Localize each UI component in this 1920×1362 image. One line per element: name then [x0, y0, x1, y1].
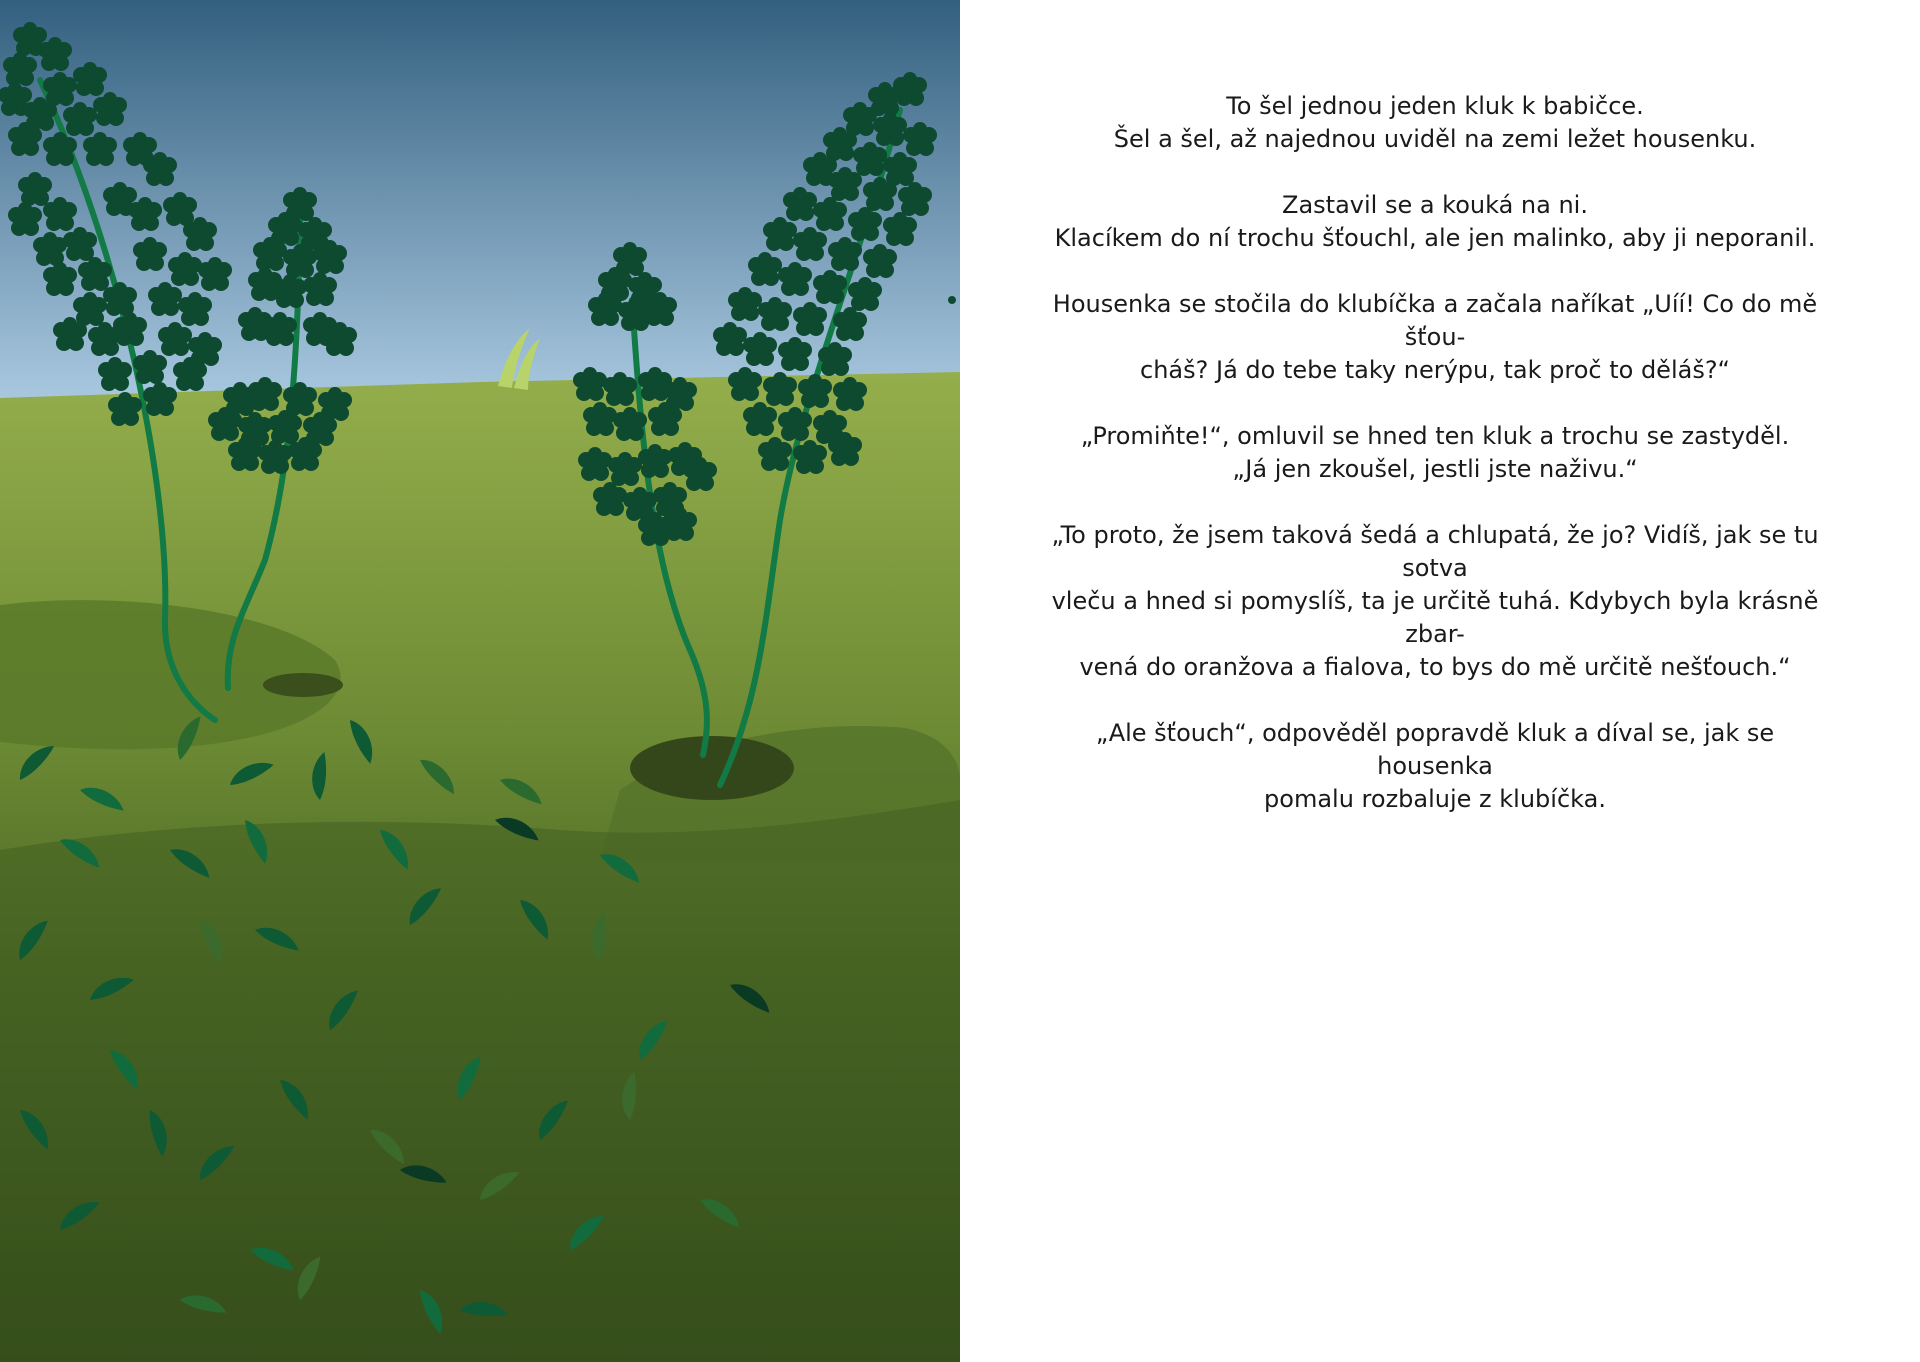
hole-left: [263, 673, 343, 697]
text-line: pomalu rozbaluje z klubíčka.: [1264, 785, 1606, 813]
paragraph-4: [1040, 420, 1830, 486]
hill-front: [0, 800, 960, 1362]
paragraph-5: [1040, 519, 1830, 684]
paragraph-3: [1040, 288, 1830, 387]
text-line: „Ale šťouch“, odpověděl popravdě kluk a díval se, jak se housenka: [1095, 719, 1775, 780]
text-line: vená do oranžova a fialova, to bys do mě určitě nešťouch.“: [1079, 653, 1791, 681]
paragraph-2: [1040, 189, 1830, 255]
story-text: [1040, 90, 1830, 849]
text-line: Šel a šel, až najednou uviděl na zemi ležet housenku.: [1113, 125, 1757, 153]
text-line: vleču a hned si pomyslíš, ta je určitě tuhá. Kdybych byla krásně zbar-: [1051, 587, 1819, 648]
text-line: To šel jednou jeden kluk k babičce.: [1226, 92, 1644, 120]
text-line: Klacíkem do ní trochu šťouchl, ale jen malinko, aby ji neporanil.: [1054, 224, 1816, 252]
text-line: Zastavil se a kouká na ni.: [1282, 191, 1588, 219]
text-line: „Promiňte!“, omluvil se hned ten kluk a trochu se zastyděl.: [1080, 422, 1790, 450]
text-line: „To proto, že jsem taková šedá a chlupatá, že jo? Vidíš, jak se tu sotva: [1051, 521, 1819, 582]
text-line: Housenka se stočila do klubíčka a začala naříkat „Uíí! Co do mě šťou-: [1052, 290, 1818, 351]
text-line: „Já jen zkoušel, jestli jste naživu.“: [1232, 455, 1638, 483]
hole-right: [630, 736, 794, 800]
text-line: cháš? Já do tebe taky nerýpu, tak proč to děláš?“: [1140, 356, 1730, 384]
paragraph-6: [1040, 717, 1830, 816]
paragraph-1: [1040, 90, 1830, 156]
